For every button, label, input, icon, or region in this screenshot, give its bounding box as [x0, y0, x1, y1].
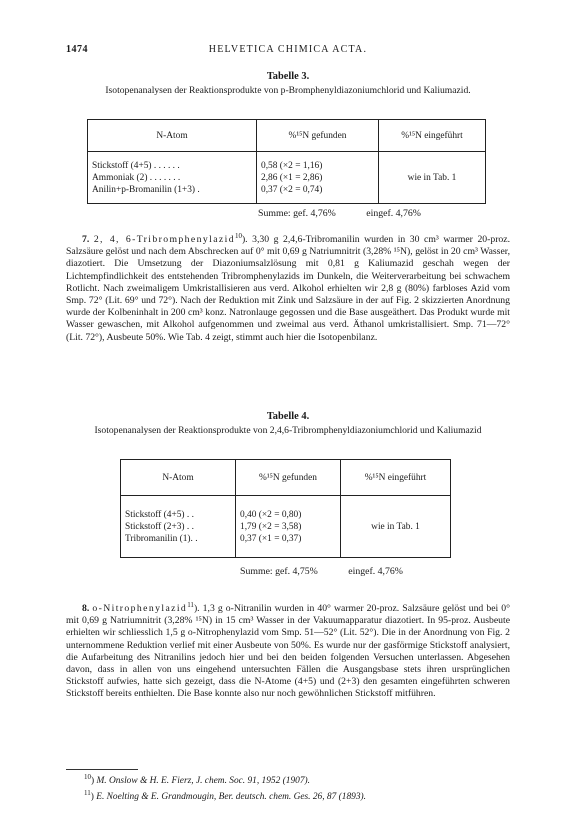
table3-atom-cell: [88, 152, 257, 204]
table3-sum-introduced: eingef. 4,76%: [366, 208, 421, 219]
footnote-text: E. Noelting & E. Grandmougin, Ber. deutsch. chem. Ges. 26, 87 (1893).: [96, 792, 366, 802]
footnote-rule: [66, 769, 138, 770]
table4-sum-found: Summe: gef. 4,75%: [240, 566, 318, 577]
table4-header-introduced: %¹⁵N eingeführt: [341, 460, 451, 496]
table4: [120, 459, 451, 558]
section7-text: 3,30 g 2,4,6-Tribromanilin wurden in 30 cm³ warmer 20-proz. Salzsäure gelöst und nach dem Abschrecken auf 0° mit 0,69 g Natriumnitrit (3,28% ¹⁵N), gelöst in 20 cm³ Wasser, diazotiert. Die Umsetzung der Diazoniumsalzlösung mit 0,81 g Kaliumazid geschah wegen der Lichtempfindlichkeit des entstehenden Tribromphenylazids im Dunkeln, die Weiterverarbeitung bei schwachem Rotlicht. Nach zweimaligem Umkristallisieren aus verd. Alkohol erhielten wir 2,8 g (80%) farbloses Azid vom Smp. 72° (Lit. 69° und 72°). Nach der Reduktion mit Zink und Salzsäure in der auf Fig. 2 skizzierten Anordnung wurde der Kolbeninhalt in 200 cm³ konz. Natronlauge gegossen und die Base ausgeäthert. Das Produkt wurde mit Wasser gewaschen, mit Alkohol aufgenommen und zweimal aus verd. Äthanol umkristallisiert. Smp. 71—72° (Lit. 72°), Ausbeute 50%. Wie Tab. 4 zeigt, stimmt auch hier die Isotopenbilanz.: [66, 234, 510, 343]
table4-row-found: 0,37 (×1 = 0,37): [240, 533, 302, 544]
table4-row-atom: Tribromanilin (1). .: [125, 533, 198, 544]
table4-found-cell: [236, 496, 341, 558]
table3-row-found: 0,58 (×2 = 1,16): [261, 160, 323, 171]
footnote-10: $^{10}$) M. Onslow & H. E. Fierz, J. chem. Soc. 91, 1952 (1907).: [84, 772, 310, 786]
table3-found-cell: [257, 152, 379, 204]
section7-number: 7.: [82, 234, 90, 245]
table4-row-found: 1,79 (×2 = 3,58): [240, 521, 302, 532]
table3-header-atom: N-Atom: [88, 120, 257, 152]
table3: [87, 119, 486, 204]
table3-row-atom: Stickstoff (4+5) . . . . . .: [92, 160, 180, 171]
footnote-text: M. Onslow & H. E. Fierz, J. chem. Soc. 91, 1952 (1907).: [96, 776, 310, 786]
journal-title: HELVETICA CHIMICA ACTA.: [208, 44, 368, 55]
table3-row-found: 0,37 (×2 = 0,74): [261, 184, 323, 195]
footnote-11: $^{11}$) E. Noelting & E. Grandmougin, Ber. deutsch. chem. Ges. 26, 87 (1893).: [84, 788, 366, 802]
table4-row-found: 0,40 (×2 = 0,80): [240, 509, 302, 520]
table4-sum-introduced: eingef. 4,76%: [348, 566, 403, 577]
table3-introduced-cell: wie in Tab. 1: [379, 152, 486, 204]
footnote-mark: 11: [84, 788, 91, 797]
table4-sum: [240, 566, 403, 577]
section8-paragraph: 8. o-Nitrophenylazid$^{11}$). 1,3 g o-Nitranilin wurden in 40° warmer 20-proz. Salzsäure gelöst und bei 0° mit 0,69 g Natriumnitrit (3,28% ¹⁵N) in 15 cm³ Wasser in der Vakuumapparatur diazotiert. In 95-proz. Ausbeute erhielten wir schliesslich 1,5 g o-Nitrophenylazid vom Smp. 51—52° (Lit. 52°). Die in der Anordnung von Fig. 2 unternommene Reduktion verlief mit einer Ausbeute von 50%. Es wurde nur der gasförmige Stickstoff analysiert, die Aufarbeitung des Nitranilins jedoch hier und bei den beiden folgenden Versuchen unterlassen. Abgesehen davon, dass in allen von uns eingehend untersuchten Fällen die Ausgangsbase stets ihren ursprünglichen Stickstoff aufwies, hatte sich gezeigt, dass die N-Atome (4+5) und (2+3) den gesamten eingeführten schweren Stickstoff bereits enthielten. Die Base konnte also nur noch gewöhnlichen Stickstoff mitführen.: [66, 600, 510, 700]
table3-row-atom: Ammoniak (2) . . . . . . .: [92, 172, 181, 183]
table4-header-found: %¹⁵N gefunden: [236, 460, 341, 496]
section8-text: 1,3 g o-Nitranilin wurden in 40° warmer 20-proz. Salzsäure gelöst und bei 0° mit 0,69 g Natriumnitrit (3,28% ¹⁵N) in 15 cm³ Wasser in der Vakuumapparatur diazotiert. In 95-proz. Ausbeute erhielten wir schliesslich 1,5 g o-Nitrophenylazid vom Smp. 51—52° (Lit. 52°). Die in der Anordnung von Fig. 2 unternommene Reduktion verlief mit einer Ausbeute von 50%. Es wurde nur der gasförmige Stickstoff analysiert, die Aufarbeitung des Nitranilins jedoch hier und bei den beiden folgenden Versuchen unterlassen. Abgesehen davon, dass in allen von uns eingehend untersuchten Fällen die Ausgangsbase stets ihren ursprünglichen Stickstoff aufwies, hatte sich gezeigt, dass die N-Atome (4+5) und (2+3) den gesamten eingeführten schweren Stickstoff bereits enthielten. Die Base konnte also nur noch gewöhnlichen Stickstoff mitführen.: [66, 603, 510, 700]
section7-paragraph: 7. 2, 4, 6-Tribromphenylazid$^{10}$). 3,30 g 2,4,6-Tribromanilin wurden in 30 cm³ warmer 20-proz. Salzsäure gelöst und nach dem Abschrecken auf 0° mit 0,69 g Natriumnitrit (3,28% ¹⁵N), gelöst in 20 cm³ Wasser, diazotiert. Die Umsetzung der Diazoniumsalzlösung mit 0,81 g Kaliumazid geschah wegen der Lichtempfindlichkeit des entstehenden Tribromphenylazids im Dunkeln, die Weiterverarbeitung bei schwachem Rotlicht. Nach zweimaligem Umkristallisieren aus verd. Alkohol erhielten wir 2,8 g (80%) farbloses Azid vom Smp. 72° (Lit. 69° und 72°). Nach der Reduktion mit Zink und Salzsäure in der auf Fig. 2 skizzierten Anordnung wurde der Kolbeninhalt in 200 cm³ konz. Natronlauge gegossen und die Base ausgeäthert. Das Produkt wurde mit Wasser gewaschen, mit Alkohol aufgenommen und zweimal aus verd. Äthanol umkristallisiert. Smp. 71—72° (Lit. 72°), Ausbeute 50%. Wie Tab. 4 zeigt, stimmt auch hier die Isotopenbilanz.: [66, 231, 510, 343]
section8-title: o-Nitrophenylazid: [92, 603, 188, 614]
table4-row-atom: Stickstoff (2+3) . .: [125, 521, 194, 532]
table4-row-atom: Stickstoff (4+5) . .: [125, 509, 194, 520]
table3-sum-found: Summe: gef. 4,76%: [258, 208, 336, 219]
table4-caption: Tabelle 4.: [266, 411, 310, 422]
section7-title: 2, 4, 6-Tribromphenylazid: [93, 234, 235, 245]
table4-description: Isotopenanalysen der Reaktionsprodukte von 2,4,6-Tribromphenyldiazoniumchlorid und Kaliumazid: [94, 425, 482, 436]
table4-header-atom: N-Atom: [121, 460, 236, 496]
running-header: [66, 44, 510, 58]
table4-atom-cell: [121, 496, 236, 558]
section7-ref: 10: [234, 231, 242, 240]
section8-number: 8.: [82, 603, 90, 614]
table3-header-found: %¹⁵N gefunden: [257, 120, 379, 152]
table3-caption: Tabelle 3.: [266, 71, 310, 82]
footnote-mark: 10: [84, 772, 91, 781]
table3-row-atom: Anilin+p-Bromanilin (1+3) .: [92, 184, 200, 195]
section8-ref: 11: [187, 600, 194, 609]
table3-sum: [258, 208, 421, 219]
table3-row-found: 2,86 (×1 = 2,86): [261, 172, 323, 183]
table3-description: Isotopenanalysen der Reaktionsprodukte von p-Bromphenyldiazoniumchlorid und Kaliumazid.: [105, 85, 471, 96]
table4-introduced-cell: wie in Tab. 1: [341, 496, 451, 558]
page-number: 1474: [66, 44, 88, 55]
table3-header-introduced: %¹⁵N eingeführt: [379, 120, 486, 152]
